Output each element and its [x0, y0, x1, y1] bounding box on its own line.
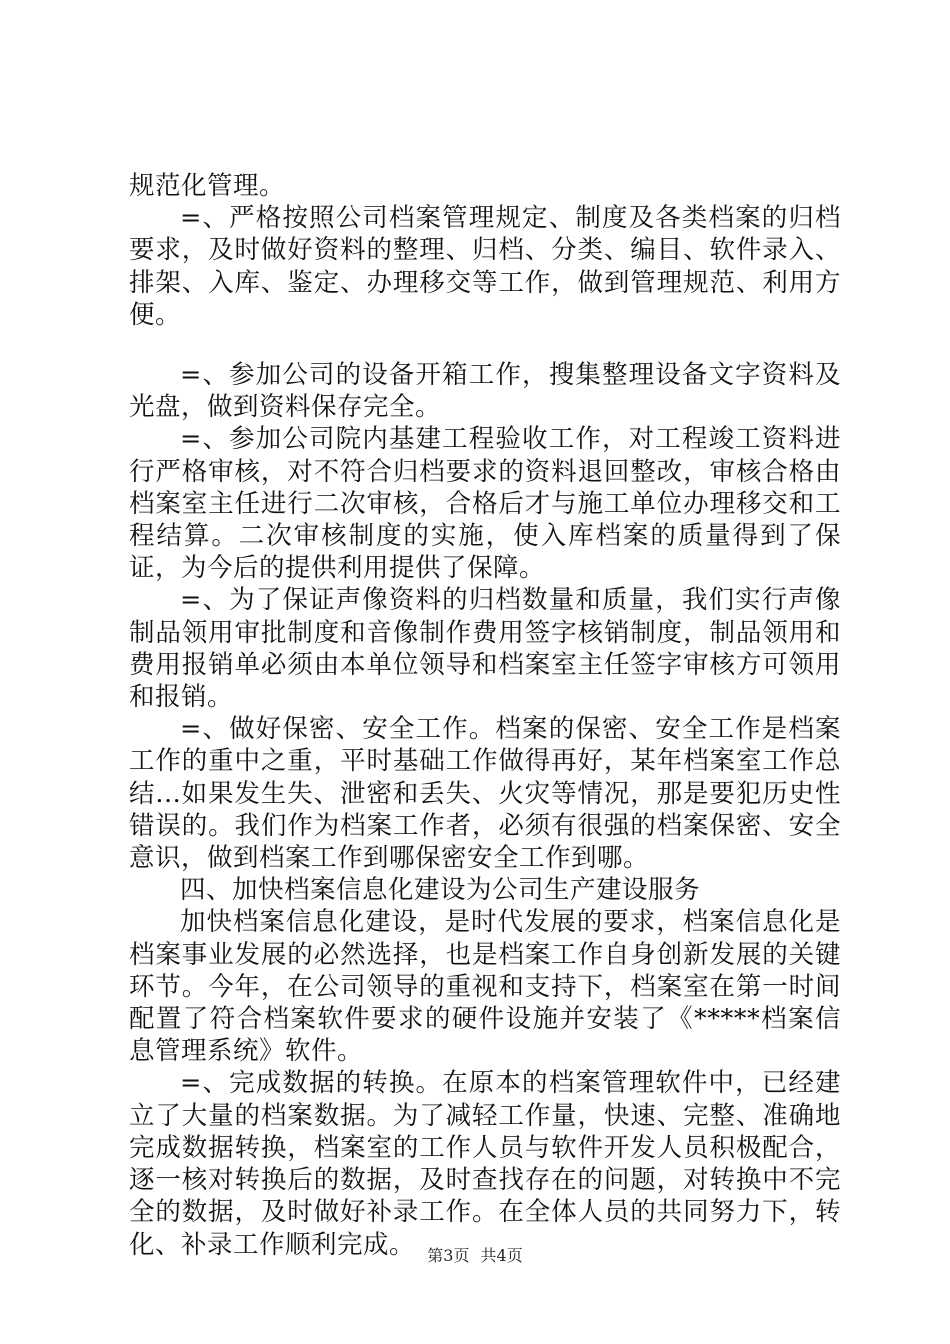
paragraph: =、做好保密、安全工作。档案的保密、安全工作是档案工作的重中之重，平时基础工作做得再好，某年档案室工作总结...如果发生失、泄密和丢失、火灾等情况，那是要犯历史性错误的。我们作为档案工作者，必须有很强的档案保密、安全意识，做到档案工作到哪保密安全工作到哪。 [129, 714, 841, 874]
section-heading: 四、加快档案信息化建设为公司生产建设服务 [180, 875, 701, 906]
paragraph: =、参加公司的设备开箱工作，搜集整理设备文字资料及光盘，做到资料保存完全。 [129, 360, 841, 423]
paragraph: 规范化管理。 [129, 171, 286, 201]
page-total: 共4页 [480, 1246, 523, 1265]
paragraph: 加快档案信息化建设，是时代发展的要求，档案信息化是档案事业发展的必然选择，也是档案工作自身创新发展的关键环节。今年，在公司领导的重视和支持下，档案室在第一时间配置了符合档案软件要求的硬件设施并安装了《*****档案信息管理系统》软件。 [129, 907, 841, 1067]
page-number: 第3页 [427, 1246, 470, 1265]
page-footer [0, 1243, 950, 1266]
paragraph: =、为了保证声像资料的归档数量和质量，我们实行声像制品领用审批制度和音像制作费用签字核销制度，制品领用和费用报销单必须由本单位领导和档案室主任签字审核方可领用和报销。 [129, 585, 841, 713]
paragraph: =、参加公司院内基建工程验收工作，对工程竣工资料进行严格审核，对不符合归档要求的资料退回整改，审核合格由档案室主任进行二次审核，合格后才与施工单位办理移交和工程结算。二次审核制度的实施，使入库档案的质量得到了保证，为今后的提供利用提供了保障。 [129, 424, 841, 584]
paragraph: =、完成数据的转换。在原本的档案管理软件中，已经建立了大量的档案数据。为了减轻工作量，快速、完整、准确地完成数据转换，档案室的工作人员与软件开发人员积极配合，逐一核对转换后的数据，及时查找存在的问题，对转换中不完全的数据，及时做好补录工作。在全体人员的共同努力下，转化、补录工作顺利完成。 [129, 1068, 841, 1260]
document-body [129, 170, 841, 1261]
paragraph: =、严格按照公司档案管理规定、制度及各类档案的归档要求，及时做好资料的整理、归档、分类、编目、软件录入、排架、入库、鉴定、办理移交等工作，做到管理规范、利用方便。 [129, 203, 841, 330]
